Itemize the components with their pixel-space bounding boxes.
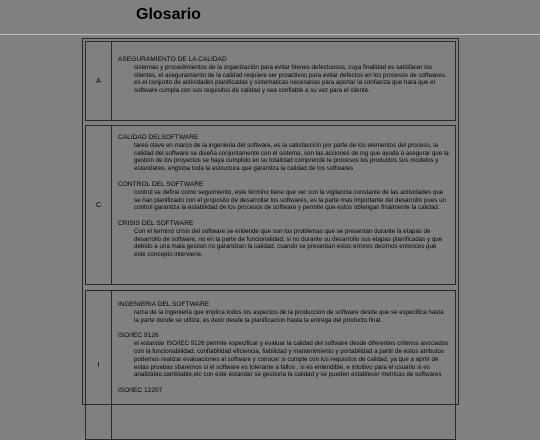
glossary-definition: control se define como seguimiento, este término tiene que ver con la vigilancia constante de las actividades que se han planificado con el proposito de desarrollar los softwares, es la parte mas importante del desarrollo pues un control garantiza la estabilidad de los procesos de software y permite que estos obtengan finalmente la calidad.	[134, 188, 446, 212]
glossary-term: ASEGURAMIENTO DE LA CALIDAD	[118, 56, 227, 63]
glossary-term: CRISIS DEL SOFTWARE	[118, 219, 194, 227]
glossary-term: ISO/IEC 12207	[118, 386, 163, 394]
glossary-row-i	[85, 290, 456, 440]
section-letter: C	[86, 126, 112, 284]
section-letter: A	[86, 42, 112, 120]
glossary-term: INGENIERIA DEL SOFTWARE	[118, 301, 210, 308]
glossary-term: CONTROL DEL SOFTWARE	[118, 180, 204, 188]
glossary-definition: rama de la ingenieria que implica todos los aspectos de la produccion de software desde que se especifica hasta la parte donde se utiliza, es decir desde la planificacion hasta la entrega del producto final.	[134, 309, 444, 324]
section-content	[112, 291, 455, 439]
glossary-definition: sistemas y procedimientos de la organización para evitar bienes defectuosos, cuya finalidad es satisfacer los clientes, el aseguramiento de la calidad requiere ser proactivos para evitar defectos en los procesos de softwares. es el conjunto de actividades planificadas y sistematicas necesarias para aportar la confianza que hara que el software cumpla con sus requisitos de calidad y sea confiable a su vez para el cliente.	[134, 64, 447, 95]
section-letter: I	[86, 291, 112, 439]
glossary-definition: Con el termino crisis del software se entiende que son los problemas que se presentan durante la etapas de desarrollo de software, no en la parte de funcionalidad, si no durante su desarrollo sus etapas planificadas y que debido a una mala gestion no garantizan la calidad, cuando se presentan estos errores decimos entonces que este concepto interviene.	[134, 227, 443, 259]
section-content	[112, 126, 455, 284]
header-divider	[0, 34, 540, 35]
section-content	[112, 42, 455, 120]
glossary-term: CALIDAD DELSOFTWARE	[118, 134, 199, 141]
page-header	[0, 0, 540, 34]
glossary-definition: tarea clave en marco de la ingenieria del software, es la satisfacción por parte de los elementos del proceso, la calidad del software se diseña conjuntamente con el sistema, son las acciones de ing que ayuda a asegurar que la gestion de los proyectos se haya cumplido en su totalidad comprende le procesos los productos sus modelos y estandares, engloba toda la estructura que garantiza la calidad de los softwares	[134, 142, 449, 173]
glossary-definition: el estandar ISO/IEC 9126 permite especificar y evaluar la calidad del software desde diferentes criterios asociados con la funcionabilidad, confiabilidad eficiencia, fiabilidad y mantenimiento y portabilidad a partir de estos atributos podemos realizar evaluaciones al software y conocer si cumple con los requisitos de calidad, ya que a aprtir de estas pruebas sbaremos si el software es tolerante a fallos , si es entendible, e intuitivo para el usuario si es analizable,cambiable,etc con este estandar se gestiona la calidad y se pueden establecer metricas de softwares	[134, 340, 449, 379]
glossary-row-a	[85, 41, 456, 121]
glossary-term: ISO/IEC 9126	[118, 332, 159, 340]
page-title: Glosario	[136, 6, 201, 23]
glossary-row-c	[85, 125, 456, 285]
glossary-table	[82, 38, 459, 405]
